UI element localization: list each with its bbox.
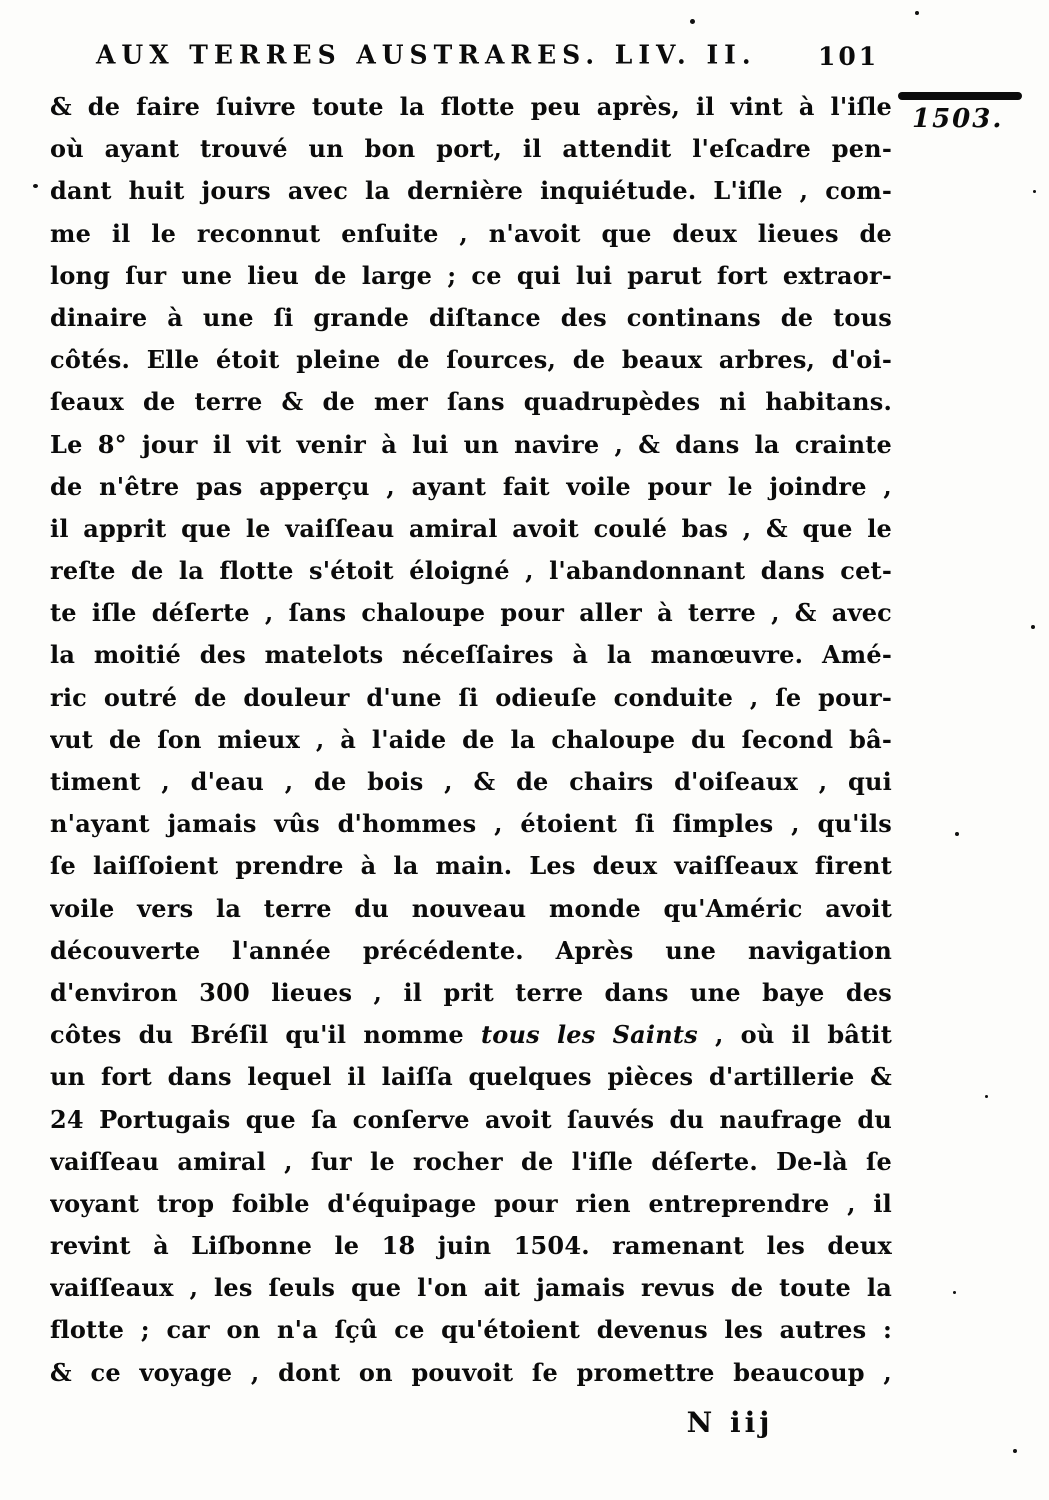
ink-speck [985, 1095, 988, 1098]
body-line: reſte de la flotte s'étoit éloigné , l'abandonnant dans cet- [50, 556, 892, 586]
page-number: 101 [818, 42, 880, 71]
body-line: découverte l'année précédente. Après une navigation [50, 935, 892, 965]
body-line: te iſle déſerte , ſans chaloupe pour aller à terre , & avec [50, 598, 892, 628]
running-header-title: AUX TERRES AUSTRARES. LIV. II. [96, 39, 757, 70]
body-line: 24 Portugais que ſa conſerve avoit ſauvés du naufrage du [50, 1104, 892, 1134]
body-line: voyant trop foible d'équipage pour rien entreprendre , il [50, 1188, 892, 1218]
body-line: vaiſſeau amiral , ſur le rocher de l'iſle déſerte. De-là ſe [50, 1146, 892, 1176]
ink-speck [1013, 1449, 1017, 1453]
ink-speck [1033, 190, 1036, 193]
body-line: & ce voyage , dont on pouvoit ſe promettre beaucoup , [50, 1357, 892, 1387]
ink-speck [953, 1291, 956, 1294]
signature-mark: N iij [686, 1406, 774, 1439]
body-text [50, 86, 892, 1394]
ink-speck [1031, 625, 1035, 629]
body-line: long ſur une lieu de large ; ce qui lui parut fort extraor- [50, 260, 892, 290]
body-line: flotte ; car on n'a ſçû ce qu'étoient devenus les autres : [50, 1315, 892, 1345]
body-line: la moitié des matelots néceſſaires à la manœuvre. Amé- [50, 640, 892, 670]
body-line: d'environ 300 lieues , il prit terre dans une baye des [50, 977, 892, 1007]
body-line: dant huit jours avec la dernière inquiétude. L'iſle , com- [50, 176, 892, 206]
body-line: me il le reconnut enſuite , n'avoit que deux lieues de [50, 218, 892, 248]
body-line: de n'être pas apperçu , ayant fait voile pour le joindre , [50, 471, 892, 501]
body-line: dinaire à une ſi grande diſtance des continans de tous [50, 302, 892, 332]
body-line: Le 8° jour il vit venir à lui un navire , & dans la crainte [50, 429, 892, 459]
body-line-text: côtes du Bréſil qu'il nomme [50, 1020, 482, 1050]
body-line: revint à Liſbonne le 18 juin 1504. ramenant les deux [50, 1231, 892, 1261]
body-line: ſeaux de terre & de mer ſans quadrupèdes ni habitans. [50, 387, 892, 417]
body-line: ſe laiſſoient prendre à la main. Les deux vaiſſeaux firent [50, 851, 892, 881]
body-line: où ayant trouvé un bon port, il attendit l'eſcadre pen- [50, 134, 892, 164]
body-line: un fort dans lequel il laiſſa quelques pièces d'artillerie & [50, 1062, 892, 1092]
ink-speck [915, 11, 919, 15]
body-line: timent , d'eau , de bois , & de chairs d'oiſeaux , qui [50, 767, 892, 796]
body-line [50, 1014, 892, 1056]
body-line: vut de ſon mieux , à l'aide de la chaloupe du ſecond bâ- [50, 724, 892, 754]
body-line: côtés. Elle étoit pleine de ſources, de beaux arbres, d'oi- [50, 345, 892, 375]
ink-speck [690, 19, 695, 24]
body-line-italic-phrase: tous les Saints [481, 1020, 698, 1050]
body-line-text: , où il bâtit [697, 1020, 892, 1050]
margin-rule [898, 92, 1022, 100]
body-line: n'ayant jamais vûs d'hommes , étoient ſi ſimples , qu'ils [50, 809, 892, 839]
body-line: vaiſſeaux , les ſeuls que l'on ait jamais revus de toute la [50, 1273, 892, 1303]
body-line: il apprit que le vaiſſeau amiral avoit coulé bas , & que le [50, 513, 892, 543]
ink-speck [33, 184, 38, 188]
ink-speck [955, 832, 959, 836]
body-line: & de faire ſuivre toute la flotte peu après, il vint à l'iſle [50, 92, 892, 121]
body-line: voile vers la terre du nouveau monde qu'Améric avoit [50, 893, 892, 923]
margin-year-note: 1503. [912, 104, 1004, 134]
body-line: ric outré de douleur d'une ſi odieuſe conduite , ſe pour- [50, 682, 892, 712]
